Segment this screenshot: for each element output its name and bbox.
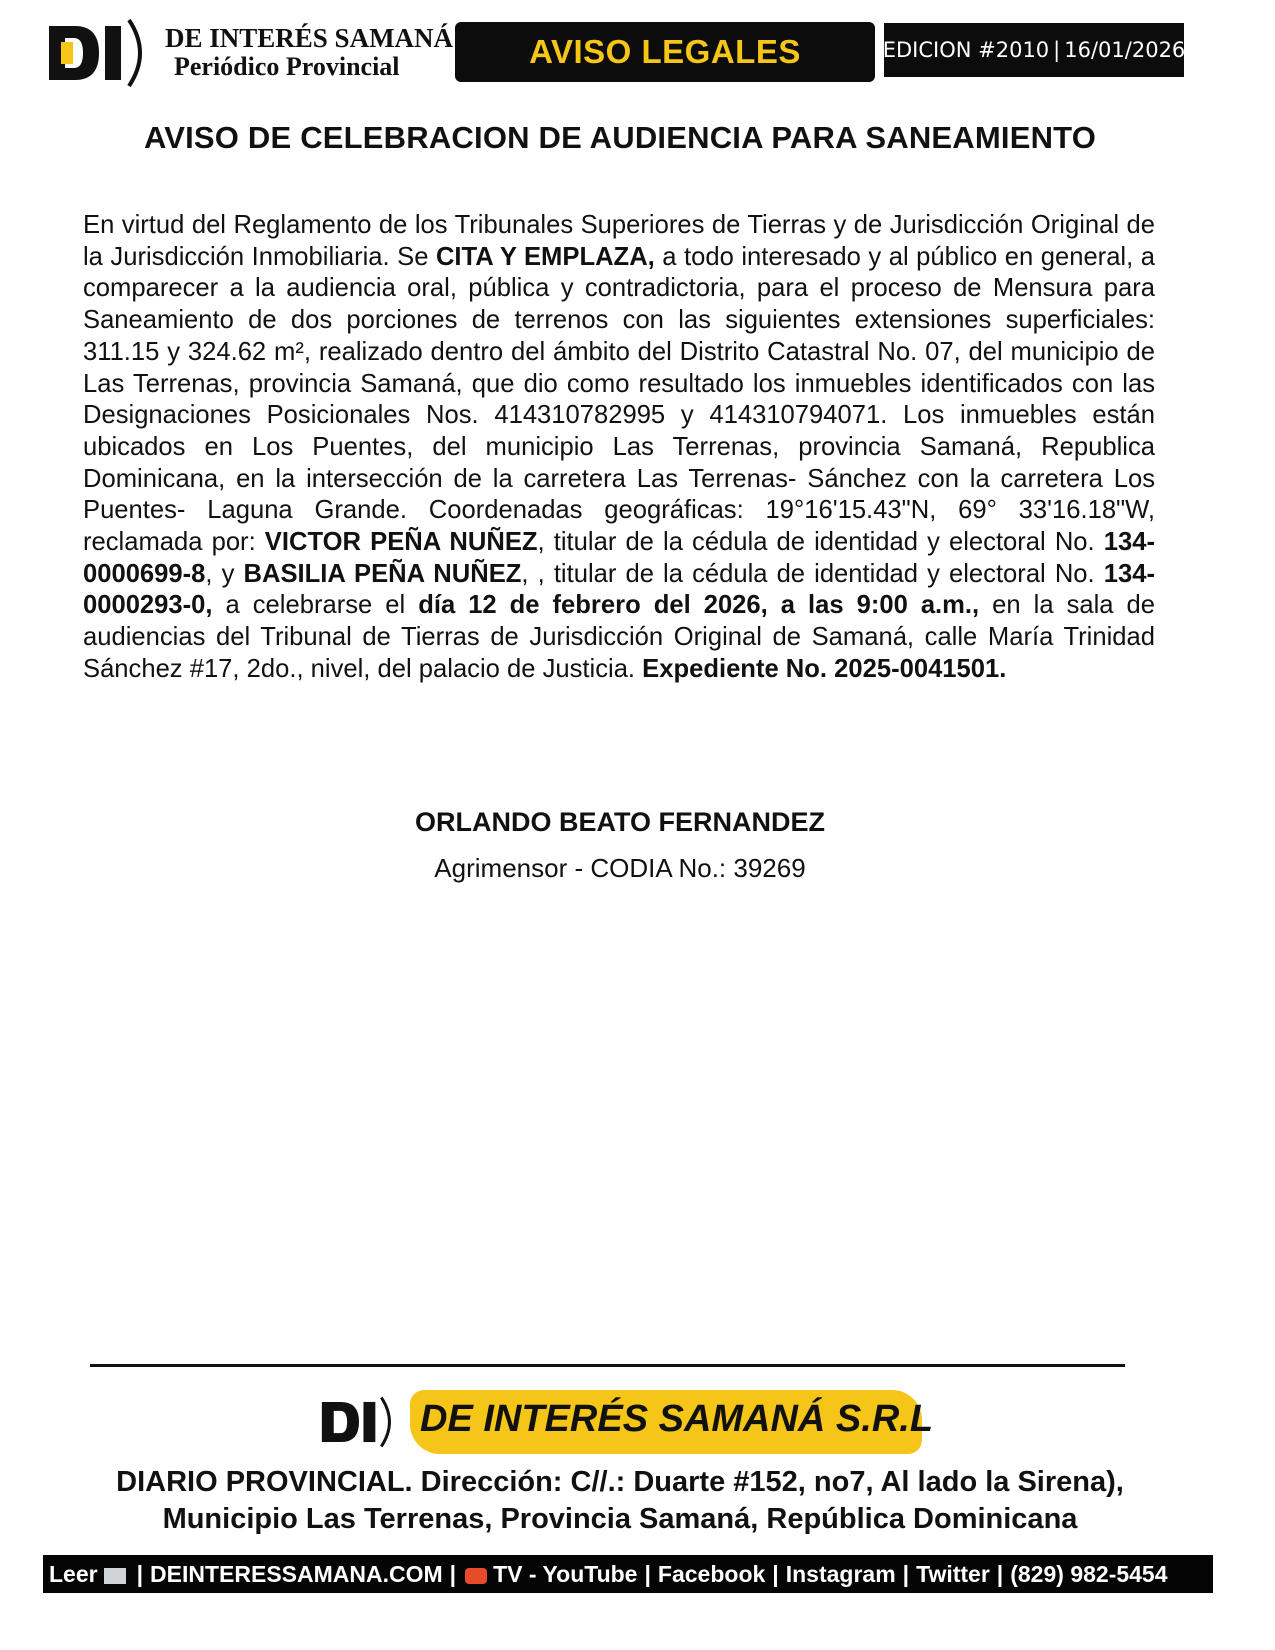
notice-text-run: En virtud del Reglamento de los Tribunales Superiores de Tierras y de Jurisdicción Original de la Jurisdicción Inmobiliaria. Se (83, 211, 1155, 271)
footer-address (0, 1464, 1240, 1538)
link-separator: | (996, 1560, 1004, 1587)
notice-bold-run: 134-0000293-0, (83, 559, 1155, 620)
footer-logo (320, 1396, 398, 1448)
edition-number: EDICION #2010 (882, 38, 1050, 62)
brand-subtitle: Periódico Provincial (174, 52, 400, 81)
link-separator: | (644, 1560, 651, 1587)
notice-bold-run: CITA Y EMPLAZA, (435, 242, 655, 271)
notice-body (83, 210, 1155, 686)
notice-text-run: , titular de la cédula de identidad y electoral No. (537, 528, 1104, 557)
newspaper-icon (104, 1568, 126, 1584)
link-separator: | (136, 1560, 144, 1587)
edition-box (884, 23, 1184, 77)
notice-text-run: a todo interesado y al público en general, a comparecer a la audiencia oral, pública y contradictoria, para el proceso de Mensura para Saneamiento de dos porciones de terrenos con las siguientes extensiones superficiales: 311.15 y 324.62 m², realizado dentro del ámbito del Distrito Catastral No. 07, del municipio de Las Terrenas, provincia Samaná, que dio como resultado los inmuebles identificados con las Designaciones Posicionales Nos. 414310782995 y 414310794071. Los inmuebles están ubicados en Los Puentes, del municipio Las Terrenas, provincia Samaná, Republica Dominicana, en la intersección de la carretera Las Terrenas- Sánchez con la carretera Los Puentes- Laguna Grande. Coordenadas geográficas: 19°16'15.43"N, 69° 33'16.18"W, reclamada por: (83, 242, 1155, 557)
section-title: AVISO LEGALES (529, 33, 801, 70)
notice-bold-run: día 12 de febrero del 2026, a las 9:00 a.m., (418, 591, 980, 620)
address-line-1: DIARIO PROVINCIAL. Dirección: C//.: Duarte #152, no7, Al lado la Sirena), (116, 1466, 1124, 1498)
phone-number[interactable]: (829) 982-5454 (1010, 1560, 1168, 1587)
brand-name: DE INTERÉS SAMANÁ (165, 23, 454, 53)
notice-bold-run: BASILIA PEÑA NUÑEZ (243, 559, 522, 588)
notice-text-run: , , titular de la cédula de identidad y electoral No. (521, 559, 1104, 588)
section-banner (455, 22, 875, 82)
link-separator: | (902, 1560, 910, 1587)
link-separator: | (772, 1560, 779, 1587)
website-link[interactable]: DEINTERESSAMANA.COM (150, 1560, 443, 1587)
edition-separator: | (1053, 38, 1061, 62)
notice-bold-run: VICTOR PEÑA NUÑEZ (264, 528, 538, 557)
footer-divider (90, 1364, 1125, 1367)
leer-link[interactable]: Leer (49, 1560, 98, 1587)
instagram-link[interactable]: Instagram (785, 1560, 896, 1587)
edition-date: 16/01/2026 (1064, 38, 1186, 62)
tv-youtube-link[interactable]: TV - YouTube (493, 1560, 638, 1587)
notice-title: AVISO DE CELEBRACION DE AUDIENCIA PARA SANEAMIENTO (143, 120, 1097, 155)
notice-text-run: a celebrarse el (212, 591, 419, 620)
footer-company-name: DE INTERÉS SAMANÁ S.R.L (420, 1398, 934, 1440)
notice-text-run: , y (205, 559, 244, 588)
tv-icon (465, 1568, 487, 1584)
notice-bold-run: 134-0000699-8 (83, 528, 1155, 588)
signer-name: ORLANDO BEATO FERNANDEZ (415, 807, 825, 837)
signer-role: Agrimensor - CODIA No.: 39269 (434, 853, 806, 883)
twitter-link[interactable]: Twitter (916, 1560, 990, 1587)
brand-logo (47, 18, 151, 88)
notice-text-run: en la sala de audiencias del Tribunal de Tierras de Jurisdicción Original de Samaná, calle María Trinidad Sánchez #17, 2do., nivel, del palacio de Justicia. (83, 591, 1155, 683)
link-separator: | (449, 1560, 457, 1587)
address-line-2: Municipio Las Terrenas, Provincia Samaná, República Dominicana (162, 1503, 1078, 1535)
facebook-link[interactable]: Facebook (657, 1560, 766, 1587)
notice-bold-run: Expediente No. 2025-0041501. (642, 654, 1007, 683)
footer-links-bar (43, 1555, 1213, 1593)
